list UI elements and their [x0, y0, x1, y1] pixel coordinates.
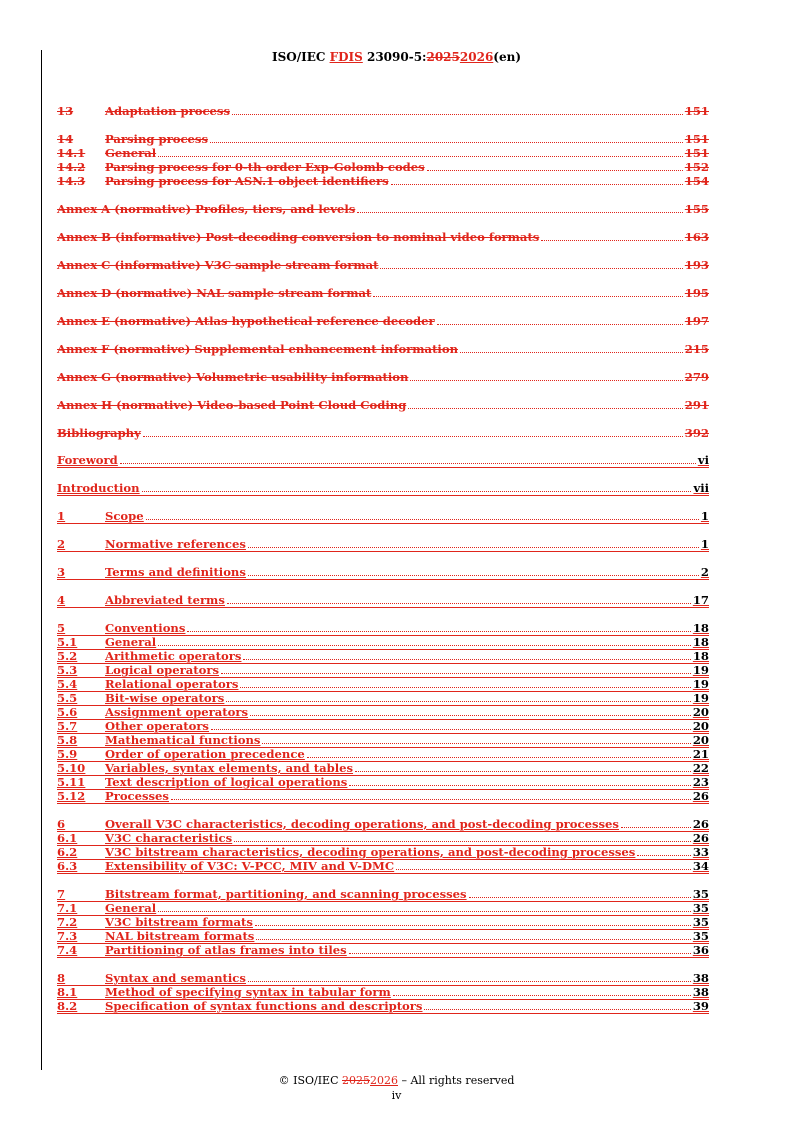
toc-entry-title: NAL bitstream formats [105, 929, 255, 943]
toc-entry-page: 20 [692, 733, 709, 747]
toc-entry[interactable] [57, 832, 709, 846]
toc-entry-title: Variables, syntax elements, and tables [105, 761, 354, 775]
toc-entry-page: 33 [692, 845, 709, 859]
toc-entry-number: 5.10 [57, 761, 86, 775]
toc-entry-page: 19 [692, 663, 709, 677]
toc-entry-title: Parsing process for 0-th order Exp-Golomb codes [105, 160, 425, 174]
toc-entry-page: 18 [692, 635, 709, 649]
toc-leader-dots [243, 658, 691, 660]
toc-entry-title: Annex C (informative) V3C sample stream format [57, 258, 379, 272]
toc-entry-number: 5.5 [57, 691, 78, 705]
toc-entry-title: Abbreviated terms [105, 593, 225, 607]
toc-entry-title: V3C characteristics [105, 831, 233, 845]
footer-prefix: © ISO/IEC [278, 1074, 342, 1087]
toc-leader-dots [250, 714, 691, 716]
toc-leader-dots [158, 155, 683, 157]
toc-entry-page: 35 [692, 887, 709, 901]
toc-entry-page: 26 [692, 817, 709, 831]
toc-entry-page: 197 [684, 314, 709, 328]
toc-entry-page: 36 [692, 943, 709, 957]
toc-entry-page: 19 [692, 691, 709, 705]
toc-entry-page: 34 [692, 859, 709, 873]
toc-entry-title: General [105, 635, 157, 649]
toc-entry-title: Processes [105, 789, 169, 803]
toc-entry-page: 291 [684, 398, 709, 412]
toc-entry[interactable] [57, 888, 709, 902]
change-bar [41, 50, 42, 1070]
toc-entry-title: Introduction [57, 481, 140, 495]
toc-leader-dots [146, 518, 699, 520]
toc-leader-dots [262, 742, 690, 744]
toc-entry-title: Annex A (normative) Profiles, tiers, and levels [57, 202, 356, 216]
toc-leader-dots [142, 490, 692, 492]
toc-leader-dots [393, 994, 691, 996]
toc-entry[interactable] [57, 790, 709, 804]
toc-leader-dots [232, 113, 683, 115]
toc-entry-page: vi [697, 453, 709, 467]
toc-entry-number: 7.4 [57, 943, 78, 957]
toc-entry[interactable] [57, 944, 709, 958]
toc-leader-dots [120, 462, 696, 464]
toc-entry[interactable] [57, 748, 709, 762]
toc-leader-dots [248, 546, 699, 548]
toc-entry-page: vii [693, 481, 709, 495]
toc-leader-dots [158, 644, 691, 646]
toc-entry-page: 215 [684, 342, 709, 356]
header-prefix: ISO/IEC [271, 50, 330, 64]
toc-leader-dots [437, 323, 683, 325]
toc-entry-number: 5.3 [57, 663, 78, 677]
toc-entry[interactable] [57, 538, 709, 552]
toc-entry[interactable] [57, 202, 709, 216]
toc-entry-title: Annex G (normative) Volumetric usability information [57, 370, 409, 384]
toc-entry-title: Adaptation process [105, 104, 230, 118]
toc-entry-number: 14 [57, 132, 74, 146]
toc-entry-page: 26 [692, 831, 709, 845]
toc-entry[interactable] [57, 650, 709, 664]
toc-entry-title: Specification of syntax functions and descriptors [105, 999, 423, 1013]
page-footer [0, 1074, 793, 1088]
toc-entry-page: 2 [700, 565, 709, 579]
toc-entry-title: Bibliography [57, 426, 141, 440]
toc-entry-number: 1 [57, 509, 66, 523]
toc-entry-title: Text description of logical operations [105, 775, 348, 789]
toc-leader-dots [391, 183, 683, 185]
toc-entry-title: Bit-wise operators [105, 691, 225, 705]
toc-leader-dots [349, 952, 691, 954]
toc-entry-number: 14.2 [57, 160, 86, 174]
toc-entry-page: 17 [692, 593, 709, 607]
header-inserted-year: 2026 [459, 50, 494, 64]
toc-entry[interactable] [57, 860, 709, 874]
toc-entry-title: General [105, 146, 157, 160]
toc-entry-title: Parsing process [105, 132, 208, 146]
toc-entry-page: 1 [700, 537, 709, 551]
toc-entry-title: Annex B (informative) Post-decoding conversion to nominal video formats [57, 230, 540, 244]
toc-entry-page: 38 [692, 971, 709, 985]
toc-entry-title: Arithmetic operators [105, 649, 242, 663]
toc-entry-number: 5.1 [57, 635, 78, 649]
toc-entry[interactable] [57, 762, 709, 776]
toc-entry[interactable] [57, 454, 709, 468]
footer-deleted-year: 2025 [342, 1074, 370, 1087]
toc-entry[interactable] [57, 734, 709, 748]
toc-entry[interactable] [57, 664, 709, 678]
toc-leader-dots [460, 351, 683, 353]
footer-suffix: – All rights reserved [398, 1074, 515, 1087]
toc-entry-title: Extensibility of V3C: V-PCC, MIV and V-DMC [105, 859, 395, 873]
toc-entry-page: 35 [692, 915, 709, 929]
toc-entry-page: 151 [684, 104, 709, 118]
toc-leader-dots [143, 435, 683, 437]
toc-entry-title: Annex D (normative) NAL sample stream format [57, 286, 372, 300]
toc-entry[interactable] [57, 398, 709, 412]
toc-leader-dots [355, 770, 691, 772]
toc-entry-page: 279 [684, 370, 709, 384]
toc-leader-dots [158, 910, 691, 912]
toc-entry-number: 2 [57, 537, 66, 551]
toc-entry-title: Logical operators [105, 663, 219, 677]
toc-entry-title: Order of operation precedence [105, 747, 305, 761]
toc-leader-dots [349, 784, 691, 786]
toc-leader-dots [396, 868, 691, 870]
toc-leader-dots [256, 938, 691, 940]
toc-entry[interactable] [57, 720, 709, 734]
toc-entry-number: 5.4 [57, 677, 78, 691]
toc-entry-page: 155 [684, 202, 709, 216]
toc-entry[interactable] [57, 776, 709, 790]
toc-entry-title: Other operators [105, 719, 209, 733]
toc-entry[interactable] [57, 594, 709, 608]
toc-entry-title: Annex E (normative) Atlas hypothetical reference decoder [57, 314, 435, 328]
toc-entry[interactable] [57, 818, 709, 832]
toc-entry-number: 7.2 [57, 915, 78, 929]
toc-entry-number: 8.1 [57, 985, 78, 999]
toc-entry-title: Scope [105, 509, 144, 523]
toc-entry-page: 23 [692, 775, 709, 789]
toc-entry-number: 5.6 [57, 705, 78, 719]
toc-entry[interactable] [57, 678, 709, 692]
toc-entry-page: 152 [684, 160, 709, 174]
toc-entry-number: 5.11 [57, 775, 86, 789]
toc-entry[interactable] [57, 370, 709, 384]
toc-leader-dots [211, 728, 691, 730]
toc-leader-dots [248, 980, 691, 982]
toc-entry[interactable] [57, 104, 709, 118]
footer-inserted-year: 2026 [370, 1074, 398, 1087]
toc-leader-dots [234, 840, 691, 842]
toc-leader-dots [408, 407, 683, 409]
toc-entry[interactable] [57, 916, 709, 930]
toc-leader-dots [380, 267, 682, 269]
toc-entry-number: 6.2 [57, 845, 78, 859]
toc-leader-dots [424, 1008, 690, 1010]
toc-entry-title: Mathematical functions [105, 733, 261, 747]
toc-entry-page: 151 [684, 132, 709, 146]
page-header [0, 50, 793, 65]
toc-entry-title: Assignment operators [105, 705, 249, 719]
toc-entry[interactable] [57, 132, 709, 146]
toc-entry-number: 5 [57, 621, 66, 635]
toc-entry-title: V3C bitstream formats [105, 915, 253, 929]
toc-entry-page: 20 [692, 705, 709, 719]
toc-leader-dots [357, 211, 683, 213]
toc-entry-page: 163 [684, 230, 709, 244]
toc-leader-dots [427, 169, 683, 171]
toc-entry[interactable] [57, 426, 709, 440]
toc-entry[interactable] [57, 692, 709, 706]
page-number: iv [391, 1089, 402, 1102]
header-deleted-year: 2025 [426, 50, 460, 64]
toc-entry-title: General [105, 901, 157, 915]
toc-leader-dots [171, 798, 691, 800]
toc-entry-number: 8 [57, 971, 66, 985]
toc-entry[interactable] [57, 706, 709, 720]
toc-leader-dots [469, 896, 691, 898]
toc-entry-page: 35 [692, 901, 709, 915]
toc-leader-dots [541, 239, 682, 241]
toc-entry-page: 22 [692, 761, 709, 775]
toc-entry-page: 39 [692, 999, 709, 1013]
toc-entry[interactable] [57, 566, 709, 580]
header-suffix: (en) [493, 50, 522, 64]
toc-entry-number: 14.1 [57, 146, 86, 160]
toc-entry-page: 151 [684, 146, 709, 160]
toc-entry[interactable] [57, 258, 709, 272]
toc-entry[interactable] [57, 972, 709, 986]
toc-entry-title: Bitstream format, partitioning, and scanning processes [105, 887, 467, 901]
toc-entry-title: Foreword [57, 453, 118, 467]
toc-entry-page: 18 [692, 649, 709, 663]
toc-leader-dots [187, 630, 690, 632]
toc-entry-title: Conventions [105, 621, 186, 635]
toc-entry[interactable] [57, 230, 709, 244]
toc-entry-page: 154 [684, 174, 709, 188]
header-middle: 23090-5: [362, 50, 427, 64]
toc-entry[interactable] [57, 622, 709, 636]
toc-entry-title: Terms and definitions [105, 565, 246, 579]
toc-entry-number: 4 [57, 593, 66, 607]
toc-entry-number: 5.12 [57, 789, 86, 803]
toc-leader-dots [621, 826, 691, 828]
toc-entry[interactable] [57, 482, 709, 496]
toc-entry-page: 38 [692, 985, 709, 999]
toc-entry[interactable] [57, 342, 709, 356]
toc-entry-title: V3C bitstream characteristics, decoding operations, and post-decoding processes [105, 845, 636, 859]
toc-leader-dots [255, 924, 691, 926]
toc-entry[interactable] [57, 510, 709, 524]
toc-entry-page: 1 [700, 509, 709, 523]
toc-entry-number: 7 [57, 887, 66, 901]
toc-entry[interactable] [57, 174, 709, 188]
toc-entry-title: Annex H (normative) Video-based Point Cloud Coding [57, 398, 407, 412]
toc-leader-dots [221, 672, 691, 674]
toc-entry-number: 14.3 [57, 174, 86, 188]
toc-entry-title: Method of specifying syntax in tabular form [105, 985, 391, 999]
toc-entry-page: 19 [692, 677, 709, 691]
toc-leader-dots [637, 854, 691, 856]
toc-entry-page: 21 [692, 747, 709, 761]
toc-entry-title: Relational operators [105, 677, 239, 691]
toc-entry-number: 5.8 [57, 733, 78, 747]
toc-entry-page: 392 [684, 426, 709, 440]
toc-leader-dots [307, 756, 691, 758]
toc-entry-title: Syntax and semantics [105, 971, 246, 985]
toc-entry-page: 193 [684, 258, 709, 272]
toc-entry-number: 7.1 [57, 901, 78, 915]
toc-leader-dots [226, 700, 691, 702]
toc-entry[interactable] [57, 286, 709, 300]
toc-entry-number: 6 [57, 817, 66, 831]
toc-entry-title: Normative references [105, 537, 246, 551]
toc-entry[interactable] [57, 636, 709, 650]
toc-leader-dots [227, 602, 691, 604]
toc-entry-number: 6.3 [57, 859, 78, 873]
toc-entry-number: 5.2 [57, 649, 78, 663]
toc-entry-title: Overall V3C characteristics, decoding operations, and post-decoding processes [105, 817, 619, 831]
toc-entry-number: 13 [57, 104, 74, 118]
header-inserted-fdis: FDIS [329, 50, 363, 64]
toc-entry-number: 3 [57, 565, 66, 579]
toc-entry-title: Annex F (normative) Supplemental enhancement information [57, 342, 458, 356]
toc-entry-number: 6.1 [57, 831, 78, 845]
toc-entry-page: 18 [692, 621, 709, 635]
toc-entry-page: 20 [692, 719, 709, 733]
toc-entry[interactable] [57, 160, 709, 174]
toc-entry[interactable] [57, 930, 709, 944]
toc-leader-dots [210, 141, 683, 143]
toc-entry-number: 5.9 [57, 747, 78, 761]
toc-entry-number: 5.7 [57, 719, 78, 733]
toc-entry[interactable] [57, 902, 709, 916]
toc-entry-number: 7.3 [57, 929, 78, 943]
toc-entry[interactable] [57, 986, 709, 1000]
toc-entry-page: 26 [692, 789, 709, 803]
toc-entry[interactable] [57, 846, 709, 860]
toc-leader-dots [373, 295, 682, 297]
toc-entry-title: Parsing process for ASN.1 object identifiers [105, 174, 389, 188]
toc-entry-number: 8.2 [57, 999, 78, 1013]
toc-entry-title: Partitioning of atlas frames into tiles [105, 943, 347, 957]
toc-leader-dots [248, 574, 699, 576]
toc-entry[interactable] [57, 146, 709, 160]
toc-entry[interactable] [57, 314, 709, 328]
toc-entry-page: 35 [692, 929, 709, 943]
toc-entry-page: 195 [684, 286, 709, 300]
toc-entry[interactable] [57, 1000, 709, 1014]
toc-leader-dots [410, 379, 682, 381]
toc-leader-dots [240, 686, 690, 688]
